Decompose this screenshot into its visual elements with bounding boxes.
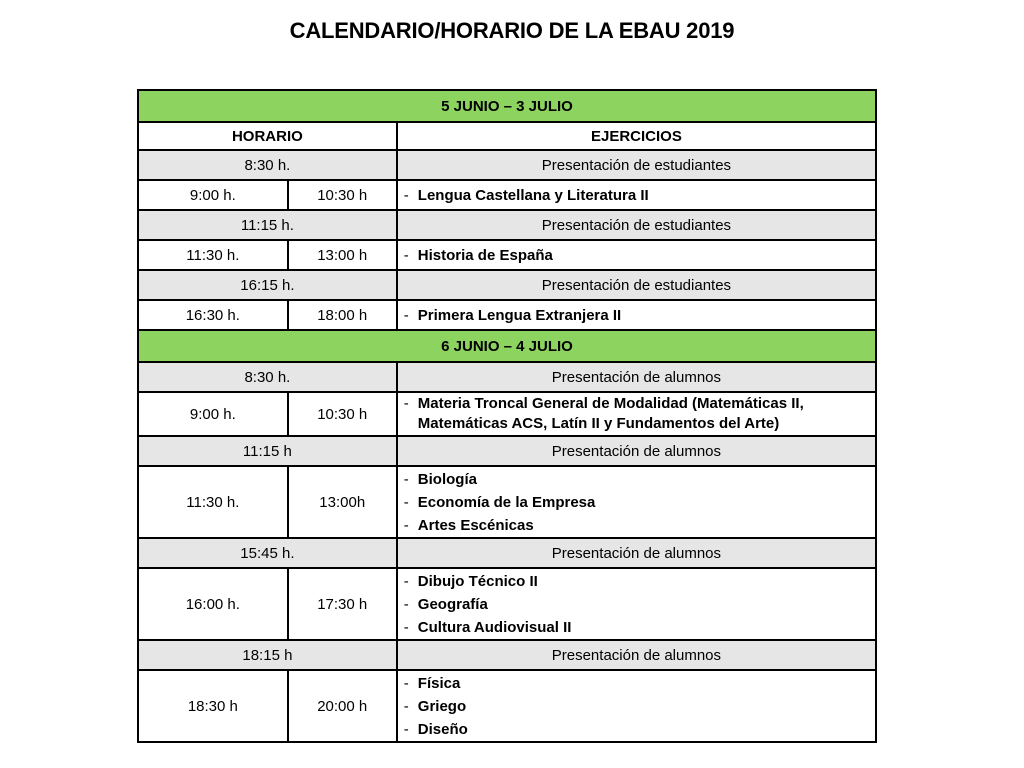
subject-item <box>404 394 869 434</box>
exam-row <box>138 466 876 538</box>
subject-name: Cultura Audiovisual II <box>417 618 572 636</box>
subject-name: Dibujo Técnico II <box>417 572 538 590</box>
bullet-dash: - <box>403 720 409 738</box>
presentation-row <box>138 210 876 240</box>
day-label: 5 JUNIO – 3 JULIO <box>138 90 876 122</box>
presentation-row <box>138 270 876 300</box>
subject-name: Materia Troncal General de Modalidad (Matemáticas II, Matemáticas ACS, Latín II y Fundamentos del Arte) <box>417 395 804 432</box>
subjects-cell <box>397 568 876 640</box>
bullet-dash: - <box>403 572 409 590</box>
presentation-row <box>138 538 876 568</box>
subject-item <box>404 184 869 207</box>
end-time: 13:00h <box>288 466 397 538</box>
subjects-cell <box>397 670 876 742</box>
presentation-time: 16:15 h. <box>138 270 397 300</box>
end-time: 20:00 h <box>288 670 397 742</box>
presentation-label: Presentación de alumnos <box>397 640 876 670</box>
subject-item <box>404 244 869 267</box>
subject-item <box>404 616 869 639</box>
presentation-row <box>138 362 876 392</box>
presentation-label: Presentación de alumnos <box>397 538 876 568</box>
ejercicios-header: EJERCICIOS <box>397 122 876 150</box>
start-time: 9:00 h. <box>138 180 288 210</box>
start-time: 16:30 h. <box>138 300 288 330</box>
exam-row <box>138 300 876 330</box>
exam-row <box>138 670 876 742</box>
subject-list <box>404 304 869 327</box>
exam-row <box>138 568 876 640</box>
subject-item <box>404 718 869 741</box>
subject-list <box>404 394 869 434</box>
start-time: 16:00 h. <box>138 568 288 640</box>
presentation-time: 18:15 h <box>138 640 397 670</box>
exam-row <box>138 180 876 210</box>
bullet-dash: - <box>403 306 409 324</box>
subject-item <box>404 593 869 616</box>
day-label: 6 JUNIO – 4 JULIO <box>138 330 876 362</box>
start-time: 18:30 h <box>138 670 288 742</box>
subject-name: Diseño <box>417 720 468 738</box>
end-time: 10:30 h <box>288 392 397 436</box>
start-time: 9:00 h. <box>138 392 288 436</box>
header-row <box>138 122 876 150</box>
subject-list <box>404 468 869 537</box>
bullet-dash: - <box>403 595 409 613</box>
subject-list <box>404 570 869 639</box>
exam-schedule-table <box>137 89 877 743</box>
subjects-cell <box>397 240 876 270</box>
subject-name: Artes Escénicas <box>417 516 534 534</box>
start-time: 11:30 h. <box>138 240 288 270</box>
presentation-label: Presentación de estudiantes <box>397 210 876 240</box>
subject-name: Lengua Castellana y Literatura II <box>417 186 649 204</box>
presentation-time: 8:30 h. <box>138 150 397 180</box>
subject-item <box>404 491 869 514</box>
subjects-cell <box>397 392 876 436</box>
horario-header: HORARIO <box>138 122 397 150</box>
subject-list <box>404 244 869 267</box>
presentation-time: 11:15 h <box>138 436 397 466</box>
end-time: 18:00 h <box>288 300 397 330</box>
bullet-dash: - <box>403 246 409 264</box>
subject-name: Primera Lengua Extranjera II <box>417 306 622 324</box>
subject-item <box>404 672 869 695</box>
subject-name: Geografía <box>417 595 488 613</box>
subject-list <box>404 672 869 741</box>
presentation-label: Presentación de estudiantes <box>397 270 876 300</box>
subjects-cell <box>397 466 876 538</box>
bullet-dash: - <box>403 674 409 692</box>
subject-name: Griego <box>417 697 467 715</box>
subject-name: Física <box>417 674 461 692</box>
presentation-time: 15:45 h. <box>138 538 397 568</box>
page-title: CALENDARIO/HORARIO DE LA EBAU 2019 <box>289 18 735 43</box>
bullet-dash: - <box>403 186 409 204</box>
presentation-label: Presentación de alumnos <box>397 362 876 392</box>
subject-item <box>404 468 869 491</box>
subject-item <box>404 514 869 537</box>
bullet-dash: - <box>403 618 409 636</box>
presentation-row <box>138 436 876 466</box>
day-band <box>138 330 876 362</box>
subject-name: Economía de la Empresa <box>417 493 596 511</box>
subject-list <box>404 184 869 207</box>
subject-item <box>404 304 869 327</box>
day-band <box>138 90 876 122</box>
subject-item <box>404 570 869 593</box>
presentation-row <box>138 150 876 180</box>
subject-name: Biología <box>417 470 477 488</box>
bullet-dash: - <box>403 516 409 534</box>
presentation-row <box>138 640 876 670</box>
bullet-dash: - <box>403 470 409 488</box>
end-time: 10:30 h <box>288 180 397 210</box>
subject-name: Historia de España <box>417 246 553 264</box>
presentation-time: 8:30 h. <box>138 362 397 392</box>
subjects-cell <box>397 180 876 210</box>
exam-row <box>138 392 876 436</box>
exam-row <box>138 240 876 270</box>
start-time: 11:30 h. <box>138 466 288 538</box>
bullet-dash: - <box>403 493 409 511</box>
bullet-dash: - <box>403 395 409 412</box>
presentation-label: Presentación de estudiantes <box>397 150 876 180</box>
presentation-time: 11:15 h. <box>138 210 397 240</box>
subject-item <box>404 695 869 718</box>
end-time: 17:30 h <box>288 568 397 640</box>
end-time: 13:00 h <box>288 240 397 270</box>
subjects-cell <box>397 300 876 330</box>
presentation-label: Presentación de alumnos <box>397 436 876 466</box>
bullet-dash: - <box>403 697 409 715</box>
